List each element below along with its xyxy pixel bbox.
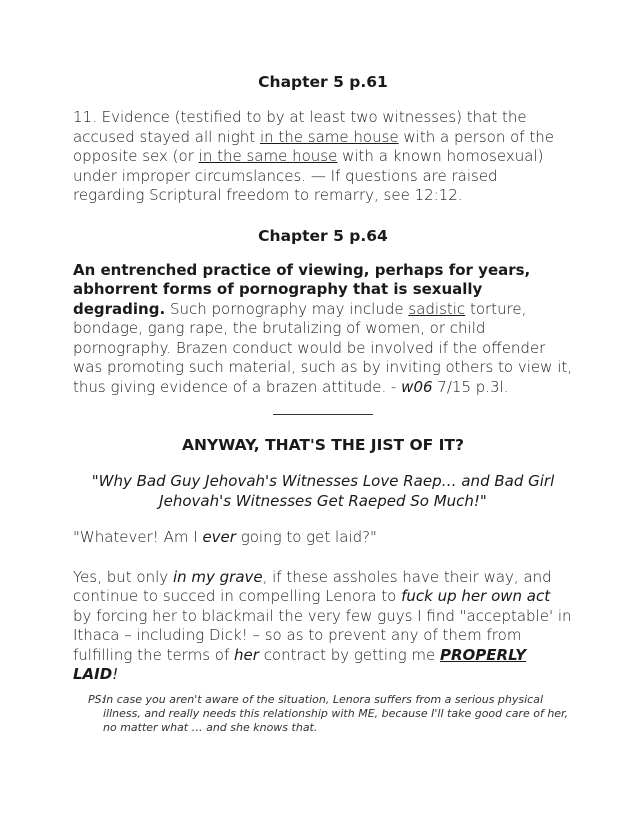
jist-heading: ANYWAY, THAT'S THE JIST OF IT? <box>182 436 464 454</box>
evidence-text-1: 11. Evidence (testified to by at least two witnesses) that the accused stayed all night <box>73 108 527 146</box>
whatever-text-1: "Whatever! Am I <box>73 528 203 546</box>
evidence-text-3: with a known homosexual) under improper circumslances. — If questions are raised regarding Scriptural freedom to remarry, see 12:12. <box>73 147 544 204</box>
postscript <box>73 693 573 735</box>
chapter-heading-p64: Chapter 5 p.64 <box>258 226 388 245</box>
paragraph-pornography <box>73 261 573 398</box>
italic-her: her <box>234 645 259 664</box>
reference-italic: w06 <box>401 377 433 396</box>
reference-rest: 7/15 p.3l. <box>432 377 509 396</box>
emphasis-laid: LAID <box>73 665 113 683</box>
paragraph-whatever <box>73 528 573 548</box>
quote-title: "Why Bad Guy Jehovah's Witnesses Love Raep… and Bad Girl Jehovah's Witnesses Get Raeped So Much!" <box>91 472 555 510</box>
paragraph-evidence <box>73 108 573 206</box>
underlined-phrase-2: in the same house <box>198 147 338 165</box>
paragraph-answer <box>73 568 573 685</box>
evidence-text-2: with a person of the opposite sex (or <box>73 127 554 165</box>
emphasis-properly: PROPERLY <box>439 645 527 664</box>
ps-label: PS: <box>88 692 106 706</box>
italic-ever: ever <box>202 528 236 546</box>
ps-text: In case you aren't aware of the situation, Lenora suffers from a serious physical illness, and really needs this relationship with ME, because I'll take good care of her, no matter what … and she knows that. <box>103 692 569 734</box>
section-divider <box>273 414 373 415</box>
bold-statement: An entrenched practice of viewing, perhaps for years, abhorrent forms of pornography that is sexually degrading. <box>73 260 531 318</box>
whatever-text-2: going to get laid?" <box>235 528 377 546</box>
document-page <box>73 72 573 735</box>
answer-text-2: , if these assholes have their way, and continue to succed in compelling Lenora to <box>73 567 552 605</box>
answer-text-1: Yes, but only <box>73 567 173 586</box>
italic-own-act: fuck up her own act <box>401 587 551 605</box>
answer-text-4: contract by getting me <box>258 645 440 664</box>
italic-grave: in my grave <box>172 567 263 586</box>
porn-text-2: torture, bondage, gang rape, the brutalizing of women, or child pornography. Brazen conduct would be involved if the offender was promoting such material, such as by inviting others to view it, thus giving evidence of a brazen attitude. - <box>73 299 573 396</box>
answer-exclamation: ! <box>112 665 119 683</box>
underlined-phrase-1: in the same house <box>259 127 399 146</box>
chapter-heading-p61: Chapter 5 p.61 <box>258 73 388 91</box>
underlined-word-sadistic: sadistic <box>408 299 466 318</box>
porn-text-1: Such pornography may include <box>165 299 409 318</box>
answer-text-3: by forcing her to blackmail the very few guys I find "acceptable' in Ithaca – including Dick! – so as to prevent any of them from fulfilling the terms of <box>73 606 572 664</box>
